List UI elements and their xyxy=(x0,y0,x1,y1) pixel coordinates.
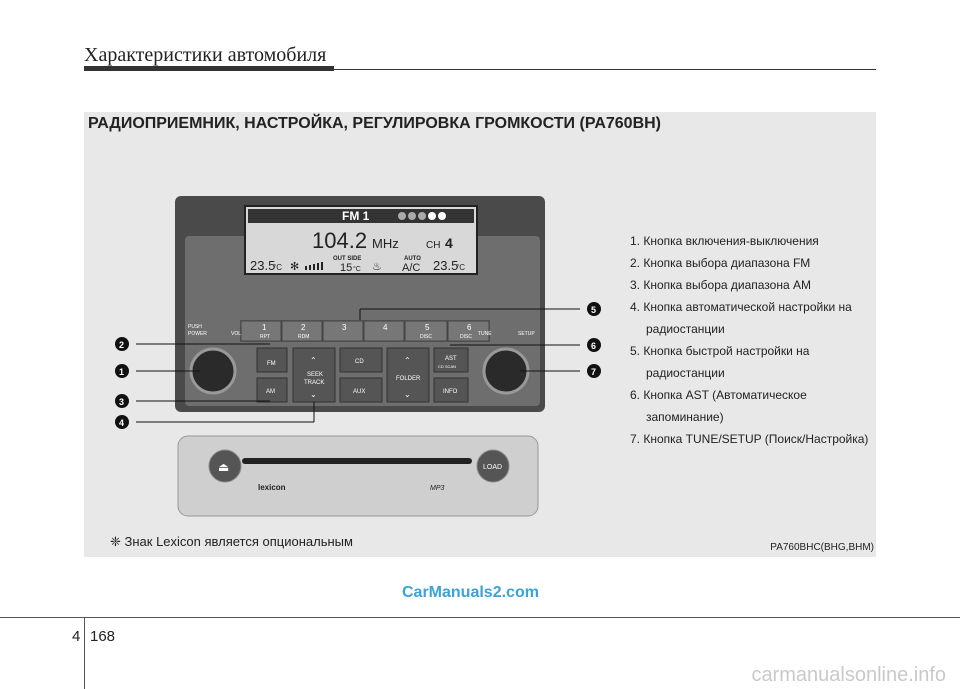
footer-watermark: carmanualsonline.info xyxy=(751,664,946,686)
legend-item: 4. Кнопка автоматической настройки на радиостанции xyxy=(630,300,852,336)
callout-7-label: 7 xyxy=(591,367,597,377)
am-label: AM xyxy=(266,389,275,395)
band-label: FM 1 xyxy=(342,209,370,223)
tune-label: TUNE xyxy=(478,331,492,337)
callout-3-label: 3 xyxy=(119,397,125,407)
callout-6-label: 6 xyxy=(591,341,597,351)
preset-dot-active xyxy=(428,212,436,220)
chevron-down-icon: ⌄ xyxy=(404,390,411,399)
push-label: PUSH xyxy=(188,324,202,330)
preset-dot xyxy=(408,212,416,220)
temp-right-unit: °C xyxy=(456,263,465,272)
preset-label-5: 5 xyxy=(425,323,430,332)
preset-label-4: 4 xyxy=(383,323,388,332)
callout-1-label: 1 xyxy=(119,367,125,377)
legend-item: 7. Кнопка TUNE/SETUP (Поиск/Настройка) xyxy=(630,432,869,446)
header-bar xyxy=(84,66,334,71)
callout-2-label: 2 xyxy=(119,340,125,350)
power-label: POWER xyxy=(188,331,207,337)
disc-down-label: DISC xyxy=(420,334,432,340)
rpt-label: RPT xyxy=(260,334,270,340)
channel-value: 4 xyxy=(445,235,453,251)
rdm-label: RDM xyxy=(298,334,310,340)
cd-scan-label: CD SCAN xyxy=(438,364,457,369)
outside-label: OUT SIDE xyxy=(333,256,362,262)
legend-item: 3. Кнопка выбора диапазона AM xyxy=(630,278,811,292)
folder-label: FOLDER xyxy=(396,376,421,382)
airflow-icon: ♨ xyxy=(372,260,382,273)
auto-label: AUTO xyxy=(404,256,421,262)
figure-code: PA760BHC(BHG,BHM) xyxy=(770,542,874,553)
footer-divider xyxy=(84,617,85,689)
page-number: 168 xyxy=(90,628,116,645)
legend-item: 2. Кнопка выбора диапазона FM xyxy=(630,256,811,270)
preset-label-6: 6 xyxy=(467,323,472,332)
page-section-number: 4 xyxy=(72,628,81,645)
cd-label: CD xyxy=(355,359,364,365)
callout-5-label: 5 xyxy=(591,305,597,315)
temp-left: 23.5 xyxy=(250,258,276,273)
preset-label-1: 1 xyxy=(262,323,267,332)
track-label: TRACK xyxy=(304,380,325,386)
setup-label: SETUP xyxy=(518,331,535,337)
legend-list xyxy=(630,230,876,450)
footer-rule xyxy=(0,617,960,618)
chevron-up-icon: ⌃ xyxy=(404,356,411,365)
lexicon-logo: lexicon xyxy=(258,483,286,492)
temp-right: 23.5 xyxy=(433,258,459,273)
preset-dot-active xyxy=(438,212,446,220)
fm-button[interactable] xyxy=(257,348,287,372)
header-rule xyxy=(334,69,876,70)
ac-label: A/C xyxy=(402,262,421,274)
section-title: РАДИОПРИЕМНИК, НАСТРОЙКА, РЕГУЛИРОВКА ГРОМКОСТИ (PA760BH) xyxy=(88,115,661,132)
legend-item: 1. Кнопка включения-выключения xyxy=(630,234,819,248)
frequency-value: 104.2 xyxy=(312,228,368,253)
disc-up-label: DISC xyxy=(460,334,472,340)
chevron-up-icon: ⌃ xyxy=(310,356,317,365)
legend-item: 6. Кнопка AST (Автоматическое запоминание) xyxy=(630,388,807,424)
outside-temp: 15 xyxy=(340,262,353,274)
outside-temp-unit: °C xyxy=(353,266,361,273)
info-label: INFO xyxy=(443,389,458,395)
ast-label: AST xyxy=(445,356,457,362)
preset-label-3: 3 xyxy=(342,323,347,332)
seek-label: SEEK xyxy=(307,372,324,378)
fan-icon: ✻ xyxy=(290,260,300,273)
chevron-down-icon: ⌄ xyxy=(310,390,317,399)
vol-label: VOL xyxy=(231,331,242,337)
load-label: LOAD xyxy=(483,464,503,471)
preset-dot xyxy=(398,212,406,220)
channel-label: CH xyxy=(426,240,441,251)
page-header-title: Характеристики автомобиля xyxy=(84,44,327,66)
preset-dot xyxy=(418,212,426,220)
watermark-link[interactable]: CarManuals2.com xyxy=(402,584,539,601)
frequency-unit: MHz xyxy=(372,236,399,251)
fm-label: FM xyxy=(267,361,276,367)
callout-4-label: 4 xyxy=(119,418,125,428)
cd-slot xyxy=(242,458,472,464)
temp-left-unit: °C xyxy=(273,263,282,272)
preset-buttons xyxy=(241,321,489,341)
eject-icon: ⏏ xyxy=(218,460,230,474)
preset-label-2: 2 xyxy=(301,323,306,332)
lexicon-note: ❈ Знак Lexicon является опциональным xyxy=(110,534,353,549)
disc-mp3-logo: MP3 xyxy=(430,485,445,492)
aux-label: AUX xyxy=(353,389,366,395)
radio-illustration xyxy=(100,190,620,530)
legend-item: 5. Кнопка быстрой настройки на радиостанции xyxy=(630,344,810,380)
